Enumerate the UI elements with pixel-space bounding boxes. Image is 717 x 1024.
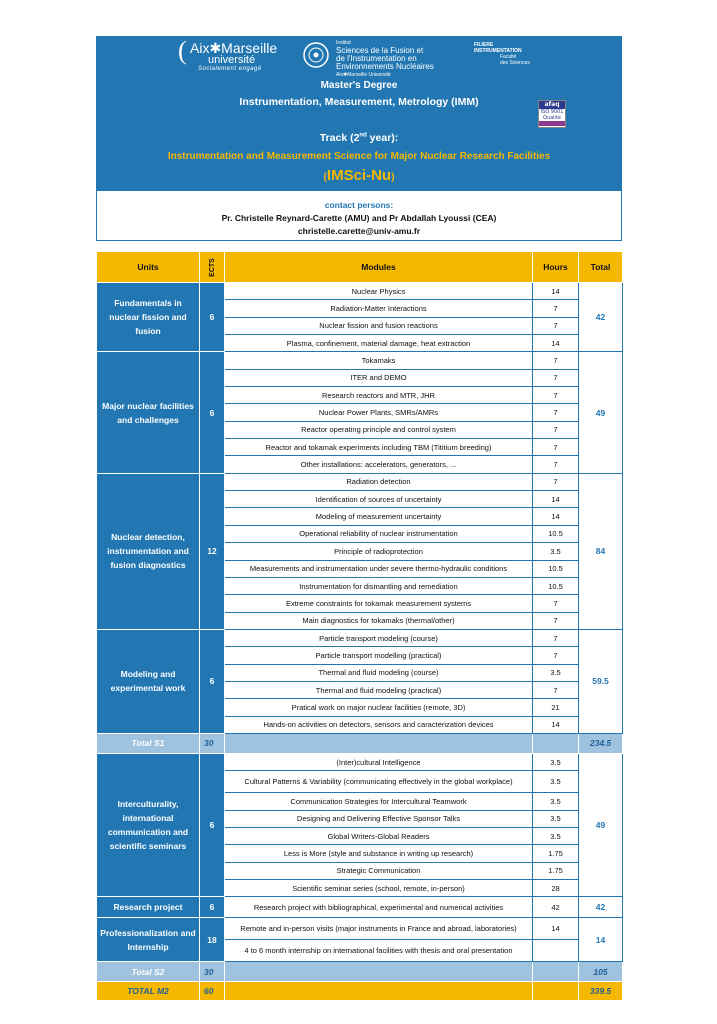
institute-logo-line: de l'Instrumentation en	[336, 54, 417, 63]
module-cell: Operational reliability of nuclear instrumentation	[225, 525, 533, 542]
contact-box	[96, 191, 622, 241]
subtotal-total: 339.5	[579, 982, 623, 1001]
amu-logo-universite: université	[208, 54, 256, 66]
module-cell: Remote and in-person visits (major instruments in France and abroad, laboratories)	[225, 918, 533, 940]
hours-cell: 7	[533, 404, 579, 421]
hours-cell: 14	[533, 335, 579, 352]
unit-cell: Research project	[97, 897, 200, 918]
institute-logo-line: Environnements Nucléaires	[336, 62, 434, 71]
amu-logo	[178, 36, 294, 72]
header-ects-label: ECTS	[208, 257, 216, 277]
ects-cell: 6	[200, 352, 225, 473]
hours-cell: 7	[533, 352, 579, 369]
hours-cell: 10.5	[533, 560, 579, 577]
header-hours: Hours	[533, 252, 579, 283]
hours-cell: 14	[533, 283, 579, 300]
module-cell: Nuclear Power Plants, SMRs/AMRs	[225, 404, 533, 421]
subtotal-total: 105	[579, 962, 623, 982]
acronym-text: IMSci-Nu	[326, 167, 392, 184]
subtotal-empty	[533, 982, 579, 1001]
table-row	[97, 283, 623, 300]
hours-cell: 7	[533, 317, 579, 334]
afaq-logo-text: afaq	[539, 101, 565, 109]
hours-cell: 7	[533, 421, 579, 438]
track-sup: nd	[359, 132, 367, 139]
module-cell: Reactor operating principle and control system	[225, 421, 533, 438]
unit-cell: Major nuclear facilities and challenges	[97, 352, 200, 473]
module-cell: Strategic Communication	[225, 862, 533, 879]
afaq-logo-stripe	[539, 121, 565, 126]
unit-cell: Fundamentals in nuclear fission and fusion	[97, 283, 200, 352]
module-cell: 4 to 6 month internship on international facilities with thesis and oral presentation	[225, 940, 533, 962]
subtotal-label: TOTAL M2	[97, 982, 200, 1001]
module-cell: Main diagnostics for tokamaks (thermal/other)	[225, 612, 533, 629]
subtotal-ects: 30	[200, 962, 225, 982]
module-cell: Thermal and fluid modeling (course)	[225, 664, 533, 681]
unit-cell: Modeling and experimental work	[97, 629, 200, 733]
header-units: Units	[97, 252, 200, 283]
hours-cell: 3.5	[533, 753, 579, 770]
amu-logo-name: Aix✱Marseille	[190, 40, 278, 56]
hours-cell: 3.5	[533, 771, 579, 793]
track-title: Instrumentation and Measurement Science for Major Nuclear Research Facilities	[167, 151, 551, 162]
hours-cell: 14	[533, 508, 579, 525]
module-cell: Cultural Patterns & Variability (communicating effectively in the global workplace)	[225, 771, 533, 793]
subtotal-label: Total S1	[97, 733, 200, 753]
module-cell: Extreme constraints for tokamak measurement systems	[225, 595, 533, 612]
module-cell: Designing and Delivering Effective Sponsor Talks	[225, 810, 533, 827]
track-prefix: Track (2	[319, 132, 360, 144]
total-s1-row	[97, 733, 623, 753]
hours-cell: 3.5	[533, 810, 579, 827]
module-cell: Global Writers-Global Readers	[225, 827, 533, 844]
ects-cell: 6	[200, 283, 225, 352]
curriculum-page	[96, 36, 622, 1001]
total-cell: 42	[579, 897, 623, 918]
module-cell: ITER and DEMO	[225, 369, 533, 386]
module-cell: (Inter)cultural Intelligence	[225, 753, 533, 770]
hours-cell: 7	[533, 595, 579, 612]
header-total: Total	[579, 252, 623, 283]
total-cell: 14	[579, 918, 623, 962]
hours-cell: 7	[533, 300, 579, 317]
module-cell: Instrumentation for dismantling and remediation	[225, 577, 533, 594]
module-cell: Less is More (style and substance in writing up research)	[225, 845, 533, 862]
ects-cell: 18	[200, 918, 225, 962]
module-cell: Research project with bibliographical, experimental and numerical activities	[225, 897, 533, 918]
seal-icon	[300, 41, 332, 69]
hours-cell: 7	[533, 681, 579, 698]
module-cell: Identification of sources of uncertainty	[225, 491, 533, 508]
filiere-logo-line: FILIERE	[474, 42, 494, 48]
filiere-logo-line: INSTRUMENTATION	[474, 48, 522, 54]
subtotal-empty	[225, 962, 533, 982]
logo-bar	[96, 36, 622, 78]
afaq-certification-logo	[538, 100, 566, 128]
subtotal-empty	[533, 733, 579, 753]
hours-cell: 3.5	[533, 827, 579, 844]
subtotal-total: 234.5	[579, 733, 623, 753]
hours-cell: 7	[533, 369, 579, 386]
subtotal-ects: 30	[200, 733, 225, 753]
hours-cell: 3.5	[533, 664, 579, 681]
hours-cell: 10.5	[533, 577, 579, 594]
subtotal-empty	[225, 733, 533, 753]
hours-cell: 14	[533, 918, 579, 940]
total-cell: 59.5	[579, 629, 623, 733]
acronym-close: )	[391, 171, 395, 183]
module-cell: Principle of radioprotection	[225, 543, 533, 560]
hours-cell	[533, 940, 579, 962]
track-label	[96, 132, 622, 144]
table-row	[97, 918, 623, 940]
module-cell: Radiation-Matter Interactions	[225, 300, 533, 317]
module-cell: Radiation detection	[225, 473, 533, 490]
institute-logo-line: Institut	[336, 40, 351, 46]
unit-cell: Nuclear detection, instrumentation and fusion diagnostics	[97, 473, 200, 629]
amu-logo-bracket: (	[178, 36, 187, 65]
institute-logo	[336, 39, 466, 78]
track-acronym	[96, 167, 622, 184]
filiere-logo-line: des Sciences	[500, 60, 530, 66]
module-cell: Hands-on activities on detectors, sensors and caracterization devices	[225, 716, 533, 733]
hours-cell: 7	[533, 439, 579, 456]
module-cell: Pratical work on major nuclear facilities (remote, 3D)	[225, 699, 533, 716]
total-cell: 49	[579, 753, 623, 896]
institute-logo-line: Sciences de la Fusion et	[336, 46, 424, 55]
ects-cell: 6	[200, 897, 225, 918]
hours-cell: 21	[533, 699, 579, 716]
table-header-row	[97, 252, 623, 283]
module-cell: Thermal and fluid modeling (practical)	[225, 681, 533, 698]
table-row	[97, 897, 623, 918]
header-banner	[96, 36, 622, 191]
ects-cell: 6	[200, 753, 225, 896]
subtotal-label: Total S2	[97, 962, 200, 982]
module-cell: Measurements and instrumentation under severe thermo-hydraulic conditions	[225, 560, 533, 577]
total-s2-row	[97, 962, 623, 982]
table-row	[97, 352, 623, 369]
subtotal-empty	[533, 962, 579, 982]
module-cell: Scientific seminar series (school, remote, in-person)	[225, 880, 533, 897]
unit-cell: Professionalization and Internship	[97, 918, 200, 962]
module-cell: Research reactors and MTR, JHR	[225, 387, 533, 404]
table-row	[97, 629, 623, 646]
hours-cell: 3.5	[533, 543, 579, 560]
hours-cell: 7	[533, 387, 579, 404]
total-cell: 84	[579, 473, 623, 629]
hours-cell: 7	[533, 473, 579, 490]
module-cell: Communication Strategies for Intercultural Teamwork	[225, 793, 533, 810]
ects-cell: 6	[200, 629, 225, 733]
module-cell: Tokamaks	[225, 352, 533, 369]
contact-label: contact persons:	[324, 200, 394, 210]
institute-logo-line: Aix✱Marseille Université	[336, 72, 391, 78]
header-modules: Modules	[225, 252, 533, 283]
hours-cell: 7	[533, 647, 579, 664]
total-cell: 42	[579, 283, 623, 352]
hours-cell: 10.5	[533, 525, 579, 542]
module-cell: Modeling of measurement uncertainty	[225, 508, 533, 525]
hours-cell: 1.75	[533, 845, 579, 862]
module-cell: Particle transport modelling (practical)	[225, 647, 533, 664]
hours-cell: 7	[533, 629, 579, 646]
unit-cell: Interculturality, international communication and scientific seminars	[97, 753, 200, 896]
module-cell: Plasma, confinement, material damage, heat extraction	[225, 335, 533, 352]
module-cell: Reactor and tokamak experiments including TBM (Tititium breeding)	[225, 439, 533, 456]
table-row	[97, 753, 623, 770]
afaq-logo-text: Qualité	[543, 115, 561, 121]
module-cell: Particle transport modeling (course)	[225, 629, 533, 646]
track-suffix: year):	[366, 132, 399, 144]
acronym-open: (	[323, 171, 327, 183]
program-title: Instrumentation, Measurement, Metrology (IMM)	[239, 96, 479, 108]
ects-cell: 12	[200, 473, 225, 629]
filiere-logo-line: Faculté	[500, 54, 517, 60]
hours-cell: 14	[533, 716, 579, 733]
module-cell: Other installations: accelerators, generators, ...	[225, 456, 533, 473]
total-cell: 49	[579, 352, 623, 473]
subtotal-ects: 60	[200, 982, 225, 1001]
filiere-logo	[474, 42, 534, 70]
hours-cell: 42	[533, 897, 579, 918]
total-m2-row	[97, 982, 623, 1001]
afaq-logo-text: ISO 9001	[540, 109, 564, 115]
amu-logo-tagline: Socialement engagé	[198, 66, 262, 72]
hours-cell: 1.75	[533, 862, 579, 879]
degree-title: Master's Degree	[320, 80, 398, 91]
hours-cell: 28	[533, 880, 579, 897]
hours-cell: 3.5	[533, 793, 579, 810]
hours-cell: 7	[533, 612, 579, 629]
contact-email: christelle.carette@univ-amu.fr	[297, 226, 421, 236]
module-cell: Nuclear fission and fusion reactions	[225, 317, 533, 334]
curriculum-table	[96, 251, 623, 1001]
table-row	[97, 473, 623, 490]
subtotal-empty	[225, 982, 533, 1001]
contact-persons: Pr. Christelle Reynard-Carette (AMU) and Pr Abdallah Lyoussi (CEA)	[221, 213, 497, 223]
module-cell: Nuclear Physics	[225, 283, 533, 300]
hours-cell: 14	[533, 491, 579, 508]
table-body	[97, 283, 623, 1001]
hours-cell: 7	[533, 456, 579, 473]
header-ects	[200, 252, 225, 283]
